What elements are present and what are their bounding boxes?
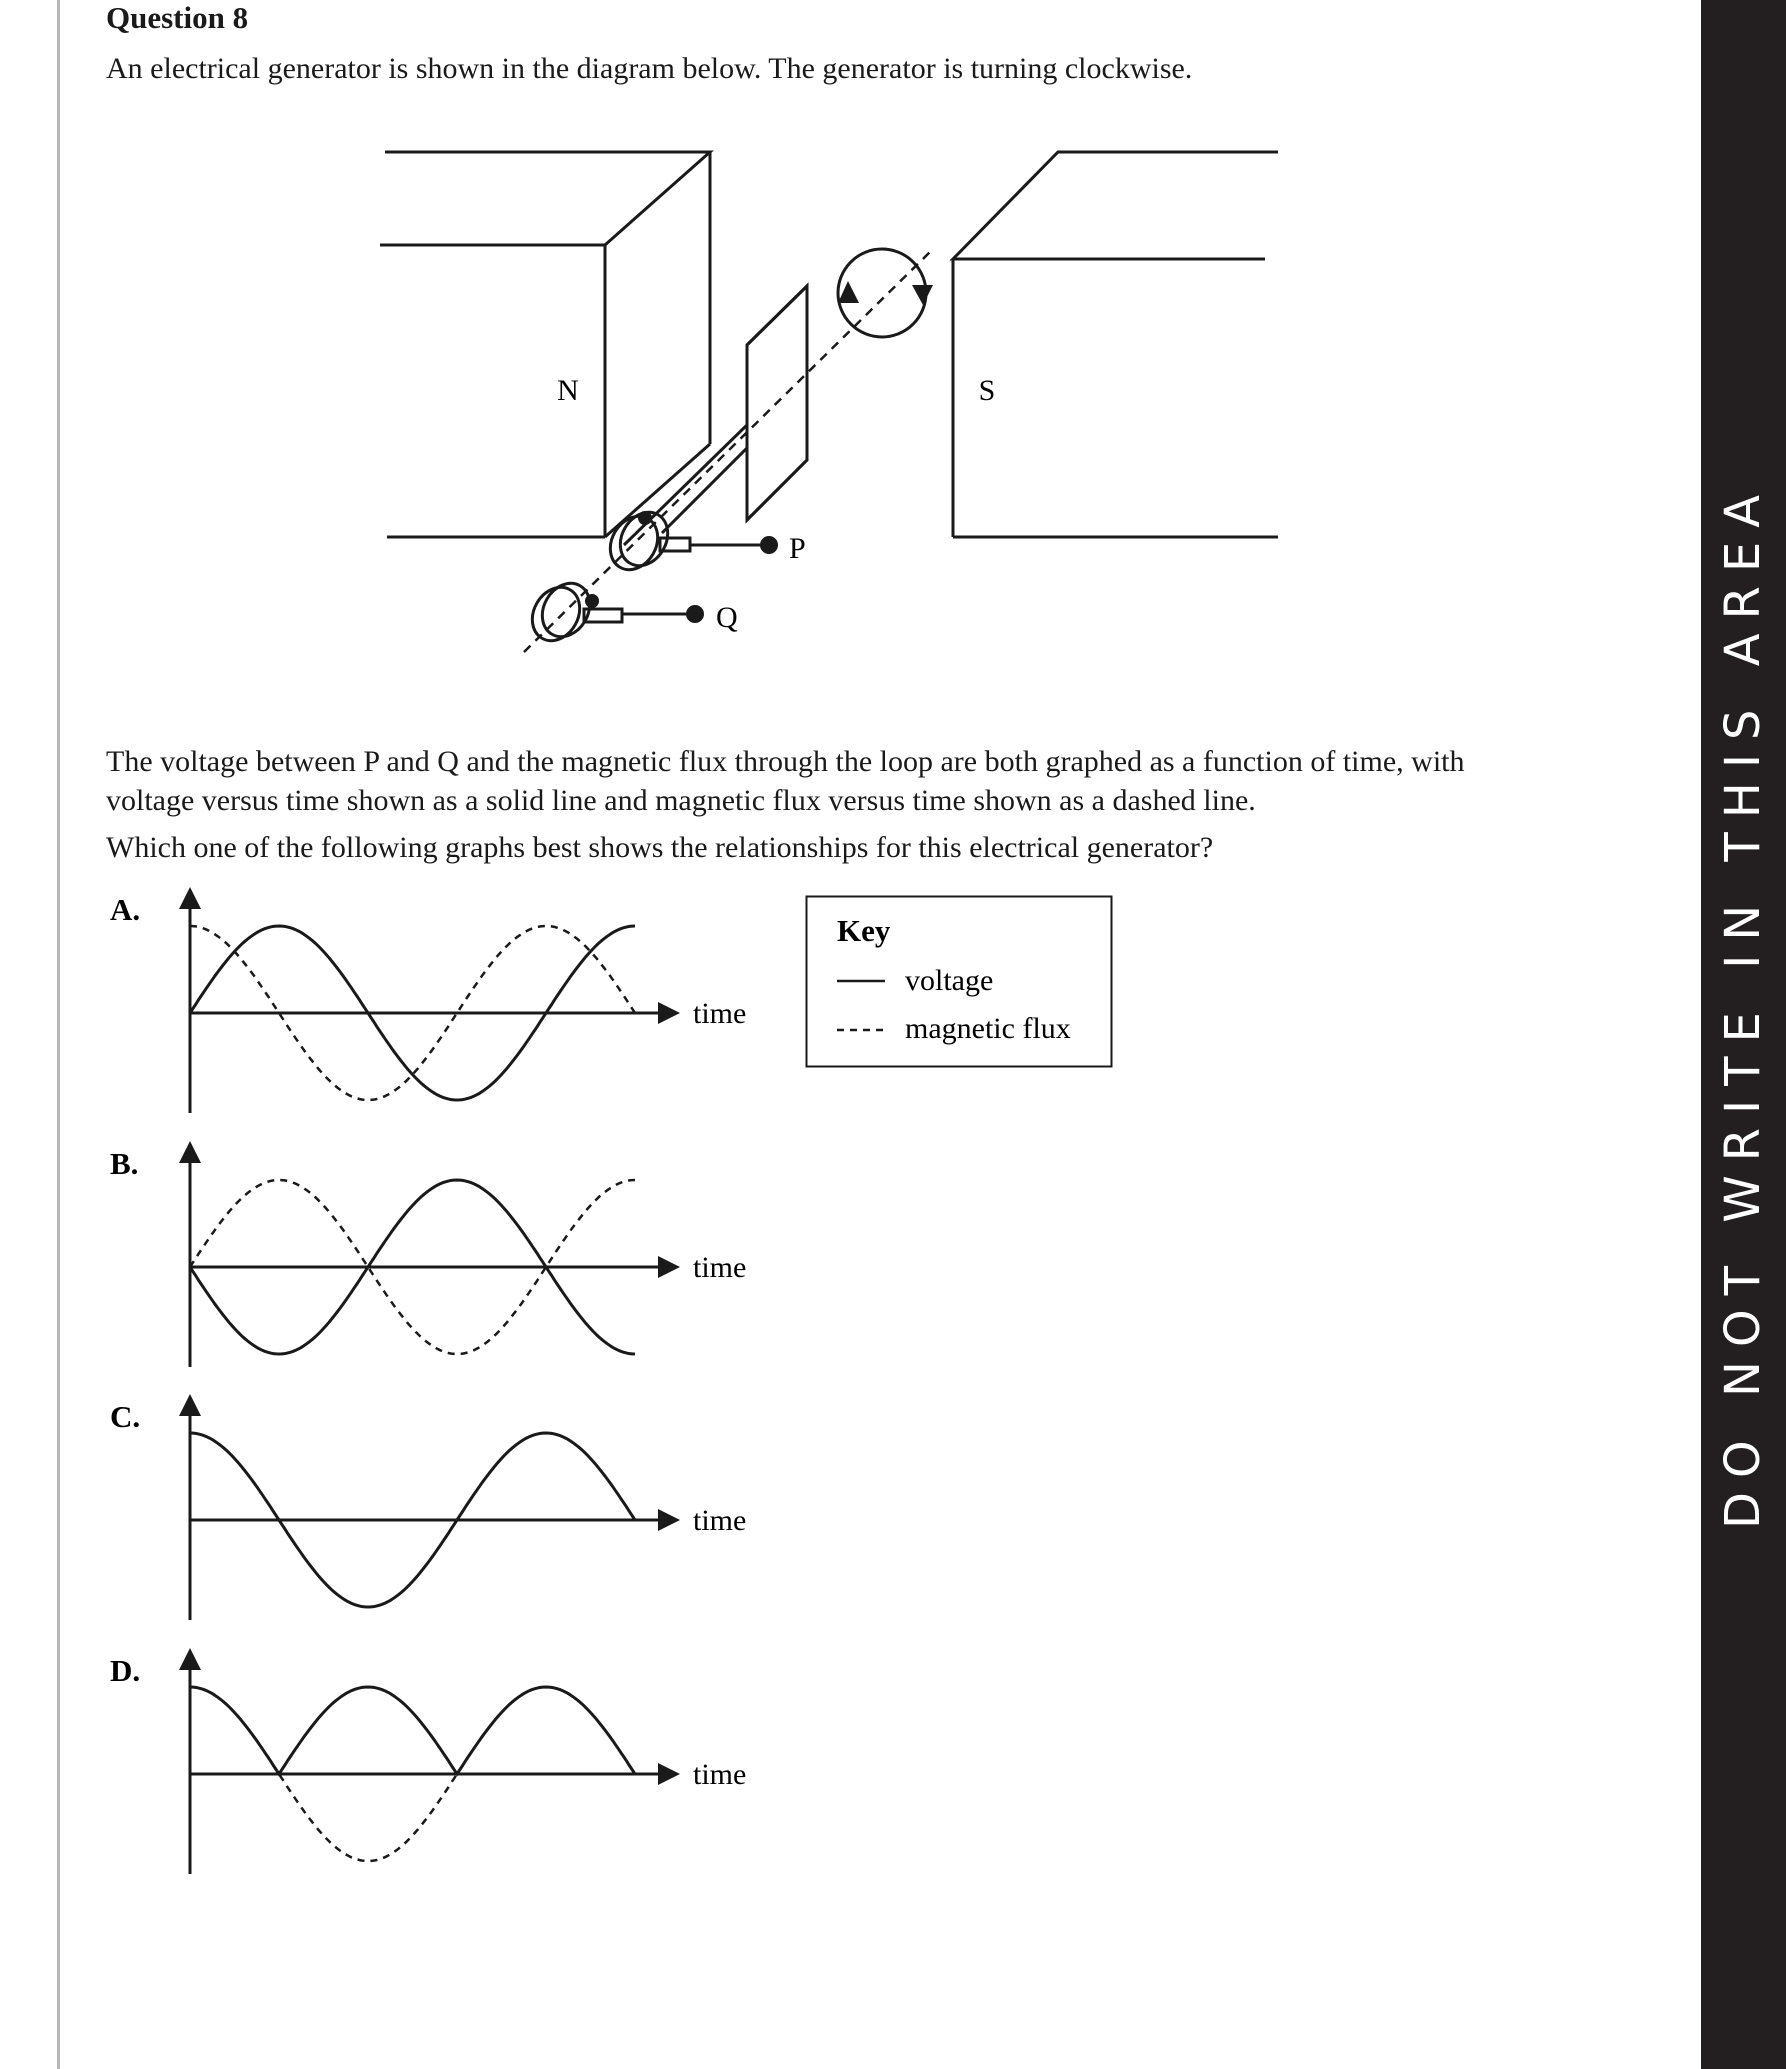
generator-diagram: [0, 0, 1300, 680]
option-d-letter: D.: [110, 1653, 141, 1688]
key-title: Key: [837, 913, 891, 948]
south-magnet: [953, 152, 1278, 537]
question-title: Question 8: [106, 0, 249, 35]
question-body-line-2: voltage versus time shown as a solid line and magnetic flux versus time shown as a dashed line.: [106, 784, 1256, 817]
option-b-letter: B.: [110, 1146, 139, 1181]
option-d-time-arrow: [658, 1763, 680, 1785]
option-a-letter: A.: [110, 892, 141, 927]
north-magnet: [380, 152, 710, 537]
question-body-line-1: The voltage between P and Q and the magnetic flux through the loop are both graphed as a function of time, with: [106, 745, 1465, 778]
south-label: S: [978, 374, 996, 407]
terminal-q-label: Q: [716, 601, 738, 634]
coil-loop: [624, 286, 807, 545]
option-c-time-arrow: [658, 1509, 680, 1531]
option-b-time-label: time: [693, 1251, 747, 1284]
option-d-voltage-curve: [190, 1687, 635, 1774]
option-c-time-label: time: [693, 1504, 747, 1537]
option-b-time-arrow: [658, 1256, 680, 1278]
question-prompt: Which one of the following graphs best shows the relationships for this electrical generator?: [106, 831, 1214, 864]
north-label: N: [557, 374, 579, 407]
option-c-y-arrow: [179, 1394, 201, 1416]
option-d-time-label: time: [693, 1758, 747, 1791]
option-b-y-arrow: [179, 1141, 201, 1163]
option-a-time-label: time: [693, 997, 747, 1030]
key-voltage-label: voltage: [905, 964, 994, 997]
key-flux-label: magnetic flux: [905, 1012, 1071, 1045]
option-a-time-arrow: [658, 1002, 680, 1024]
answer-graphs: [0, 870, 900, 1890]
terminal-q-dot: [686, 605, 704, 623]
option-a-y-arrow: [179, 887, 201, 909]
terminal-p-dot: [760, 536, 778, 554]
terminal-p-label: P: [789, 532, 806, 565]
option-d-y-arrow: [179, 1648, 201, 1670]
graph-key: [805, 895, 1115, 1070]
question-intro: An electrical generator is shown in the diagram below. The generator is turning clockwise.: [106, 52, 1193, 85]
option-c-letter: C.: [110, 1399, 141, 1434]
do-not-write-notice: DO NOT WRITE IN THIS AREA: [1715, 480, 1771, 1530]
